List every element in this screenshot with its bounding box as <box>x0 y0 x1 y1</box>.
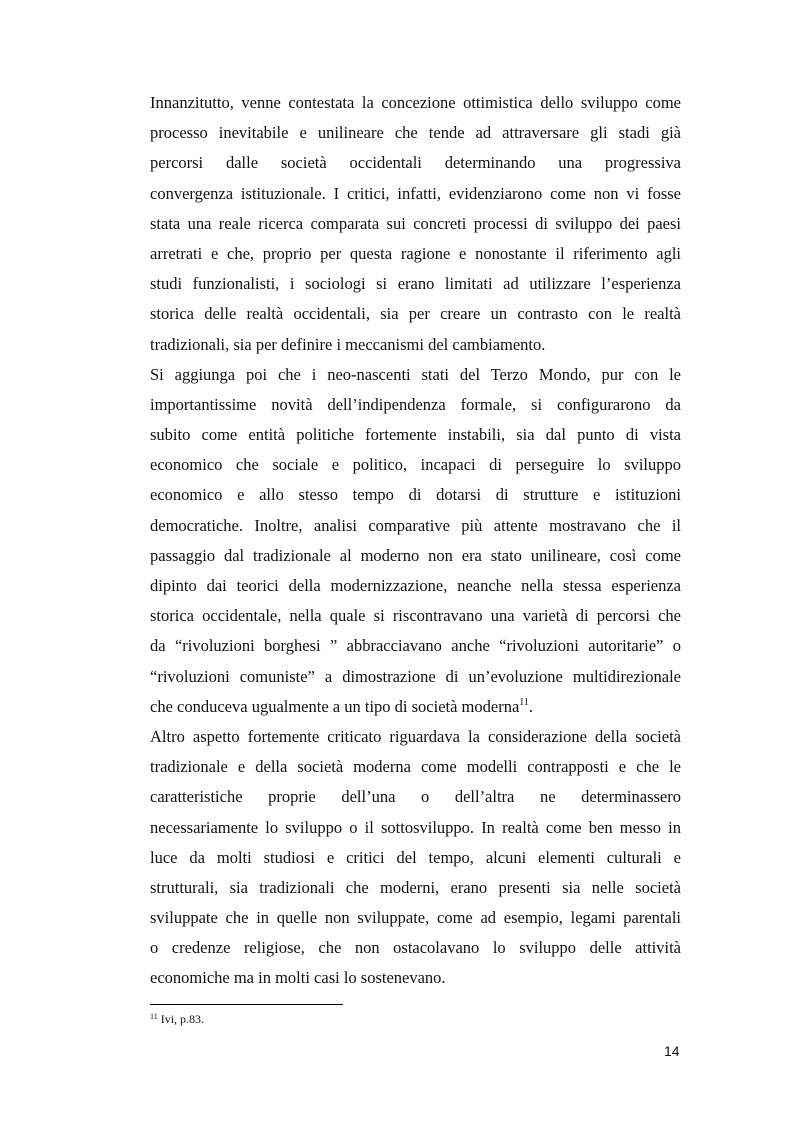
text-line: subito come entità politiche fortemente instabili, sia dal punto di vista <box>150 425 681 445</box>
paragraph-3 <box>150 722 681 994</box>
footnote-reference[interactable]: 11 <box>519 696 529 708</box>
text-line: economiche ma in molti casi lo sostenevano. <box>150 968 446 988</box>
text-line: luce da molti studiosi e critici del tempo, alcuni elementi culturali e <box>150 847 681 867</box>
page-number: 14 <box>664 1043 680 1059</box>
text-line: processo inevitabile e unilineare che tende ad attraversare gli stadi già <box>150 123 681 143</box>
text-line: studi funzionalisti, i sociologi si erano limitati ad utilizzare l’esperienza <box>150 274 681 294</box>
text-line-with-footnote-ref <box>150 692 681 722</box>
text-line: tradizionali, sia per definire i meccanismi del cambiamento. <box>150 334 546 354</box>
text-line: tradizionale e della società moderna come modelli contrapposti e che le <box>150 757 681 777</box>
text-line: importantissime novità dell’indipendenza formale, si configurarono da <box>150 394 681 414</box>
text-line: dipinto dai teorici della modernizzazione, neanche nella stessa esperienza <box>150 576 681 595</box>
footnote-text: Ivi, p.83. <box>157 1012 205 1026</box>
footnote <box>150 1012 204 1027</box>
text-line: stata una reale ricerca comparata sui concreti processi di sviluppo dei paesi <box>150 213 681 233</box>
text-line: passaggio dal tradizionale al moderno non era stato unilineare, così come <box>150 545 681 565</box>
text-line: necessariamente lo sviluppo o il sottosviluppo. In realtà come ben messo in <box>150 817 681 837</box>
text-line: economico che sociale e politico, incapaci di perseguire lo sviluppo <box>150 455 681 475</box>
text-line: o credenze religiose, che non ostacolavano lo sviluppo delle attività <box>150 938 681 958</box>
sentence-end: . <box>528 696 534 716</box>
text-line: Innanzitutto, venne contestata la concezione ottimistica dello sviluppo come <box>150 93 681 112</box>
paragraph-1 <box>150 88 681 360</box>
footnote-separator <box>150 1004 343 1005</box>
text-line: caratteristiche proprie dell’una o dell’altra ne determinassero <box>150 787 681 807</box>
text-line: democratiche. Inoltre, analisi comparative più attente mostravano che il <box>150 515 681 535</box>
text-line: storica occidentale, nella quale si riscontravano una varietà di percorsi che <box>150 606 681 626</box>
text-line: strutturali, sia tradizionali che moderni, erano presenti sia nelle società <box>150 877 681 897</box>
text-line: Altro aspetto fortemente criticato riguardava la considerazione della società <box>150 726 681 746</box>
text-line: sviluppate che in quelle non sviluppate, come ad esempio, legami parentali <box>150 908 681 928</box>
text-line: arretrati e che, proprio per questa ragione e nonostante il riferimento agli <box>150 243 681 263</box>
text-line: “rivoluzioni comuniste” a dimostrazione di un’evoluzione multidirezionale <box>150 666 681 686</box>
text-line: storica delle realtà occidentali, sia per creare un contrasto con le realtà <box>150 304 681 324</box>
text-line-content: che conduceva ugualmente a un tipo di società moderna <box>150 696 520 716</box>
text-line: convergenza istituzionale. I critici, infatti, evidenziarono come non vi fosse <box>150 183 681 203</box>
text-line: Si aggiunga poi che i neo-nascenti stati del Terzo Mondo, pur con le <box>150 364 681 384</box>
paragraph-2 <box>150 360 681 722</box>
text-line: da “rivoluzioni borghesi ” abbracciavano anche “rivoluzioni autoritarie” o <box>150 636 681 656</box>
footnote-number: 11 <box>150 1012 158 1021</box>
page-body <box>150 88 681 994</box>
text-line: economico e allo stesso tempo di dotarsi di strutture e istituzioni <box>150 485 681 505</box>
text-line: percorsi dalle società occidentali determinando una progressiva <box>150 153 681 173</box>
